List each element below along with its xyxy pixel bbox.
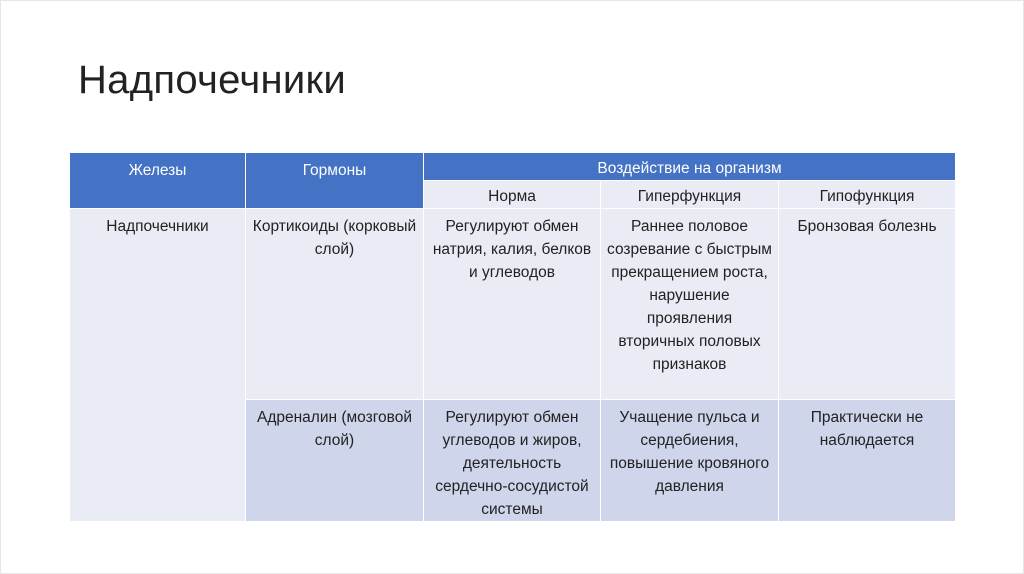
cell-hypofunction: Практически не наблюдается — [779, 400, 956, 522]
header-hormones: Гормоны — [246, 153, 424, 209]
header-glands: Железы — [70, 153, 246, 209]
slide-title: Надпочечники — [78, 58, 346, 102]
cell-norm: Регулируют обмен углеводов и жиров, деятельность сердечно-сосудистой системы — [424, 400, 601, 522]
header-norm: Норма — [424, 181, 601, 209]
cell-hypofunction: Бронзовая болезнь — [779, 209, 956, 400]
cell-gland: Надпочечники — [70, 209, 246, 522]
hormones-table — [69, 152, 956, 522]
header-hyperfunction: Гиперфункция — [601, 181, 779, 209]
cell-hyperfunction: Учащение пульса и сердебиения, повышение кровяного давления — [601, 400, 779, 522]
header-hypofunction: Гипофункция — [779, 181, 956, 209]
cell-norm: Регулируют обмен натрия, калия, белков и углеводов — [424, 209, 601, 400]
cell-hyperfunction: Раннее половое созревание с быстрым прекращением роста, нарушение проявления вторичных половых признаков — [601, 209, 779, 400]
table-row — [70, 209, 956, 400]
cell-hormone: Адреналин (мозговой слой) — [246, 400, 424, 522]
cell-hormone: Кортикоиды (корковый слой) — [246, 209, 424, 400]
header-effect: Воздействие на организм — [424, 153, 956, 181]
